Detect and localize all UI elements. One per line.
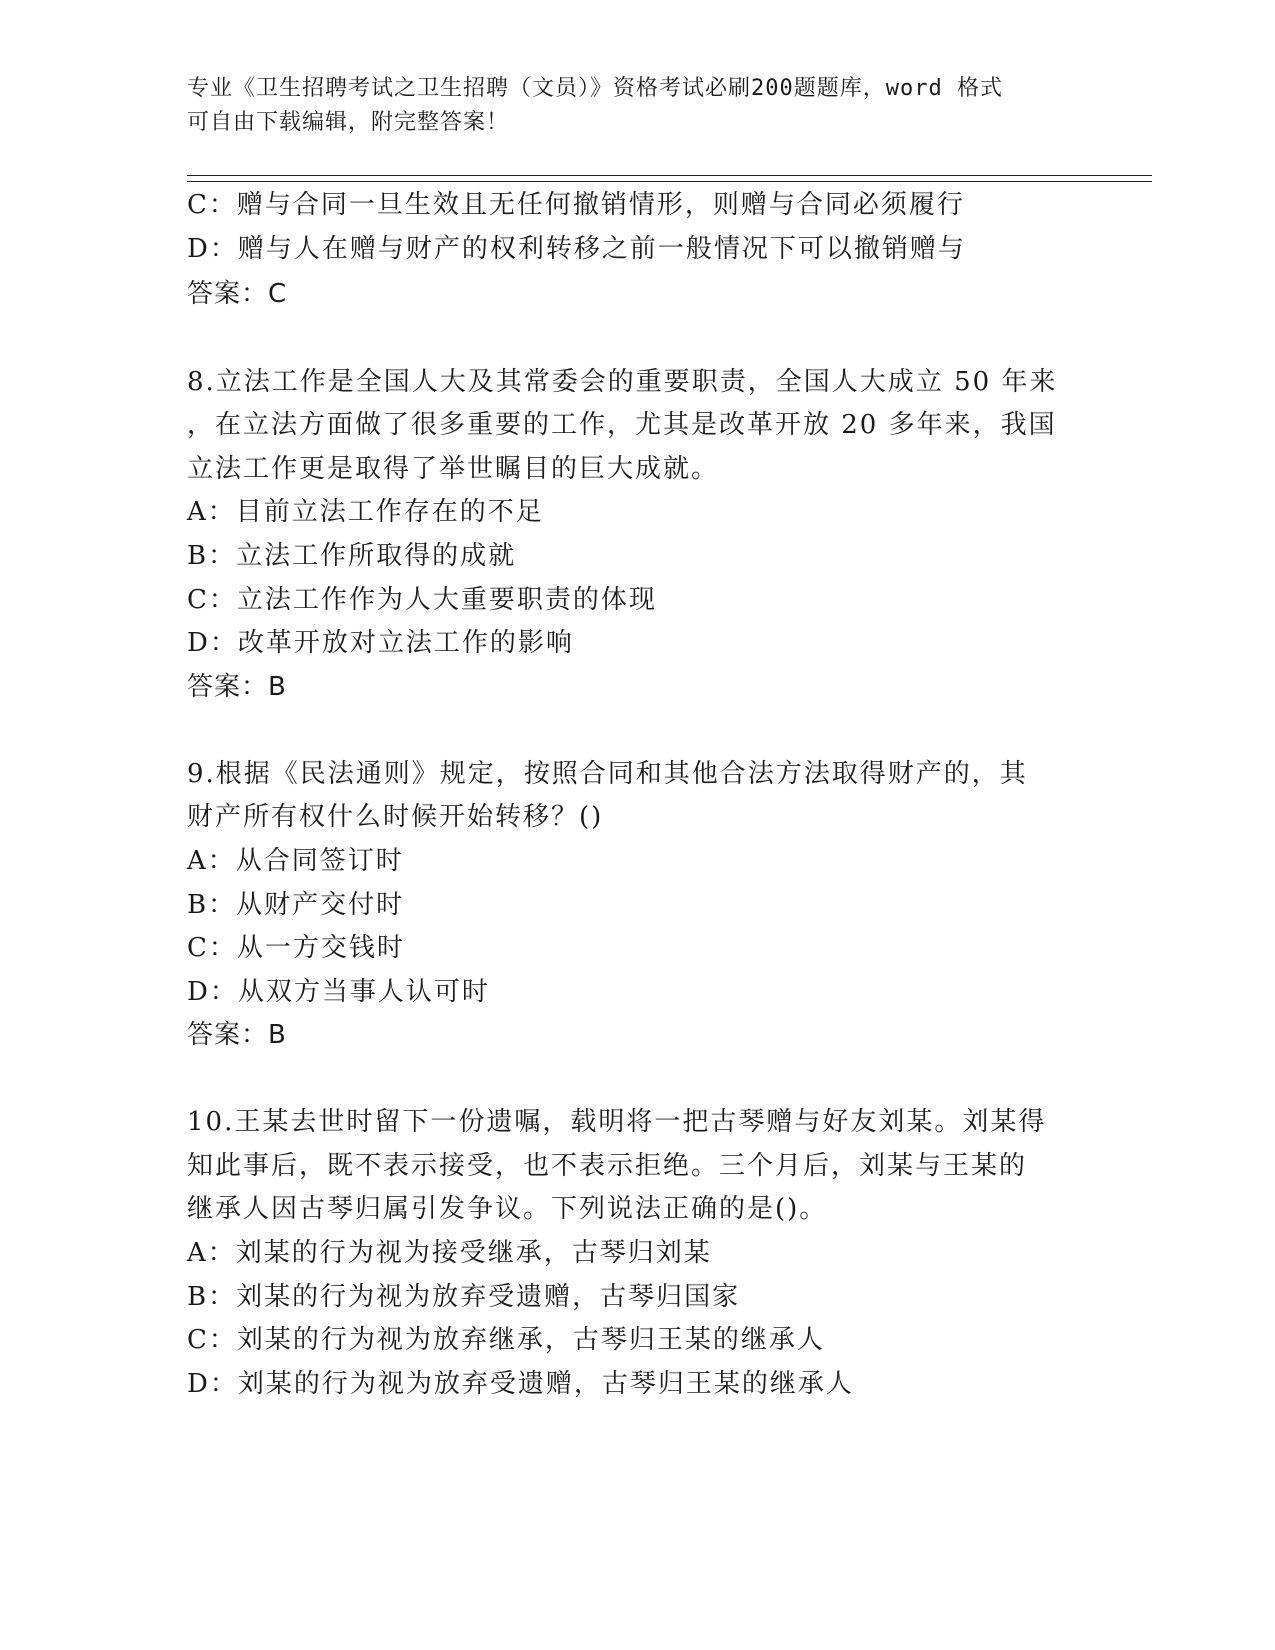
q8-stem-line-1: 8.立法工作是全国人大及其常委会的重要职责，全国人大成立 50 年来 xyxy=(187,367,1058,397)
q10-option-b: B：刘某的行为视为放弃受遗赠，古琴归国家 xyxy=(187,1282,741,1312)
q8-stem-line-3: 立法工作更是取得了举世瞩目的巨大成就。 xyxy=(187,454,720,484)
q9-stem-line-2: 财产所有权什么时候开始转移？() xyxy=(187,802,604,832)
header-title-line-2: 可自由下载编辑，附完整答案！ xyxy=(187,110,510,135)
header-divider-bottom xyxy=(187,181,1152,182)
q8-option-c: C：立法工作作为人大重要职责的体现 xyxy=(187,585,657,615)
q9-stem-line-1: 9.根据《民法通则》规定，按照合同和其他合法方法取得财产的，其 xyxy=(187,759,1028,789)
document-header xyxy=(187,72,1087,140)
q8-option-d: D：改革开放对立法工作的影响 xyxy=(187,628,574,658)
q8-option-b: B：立法工作所取得的成就 xyxy=(187,541,517,571)
q10-stem-line-3: 继承人因古琴归属引发争议。下列说法正确的是()。 xyxy=(187,1194,828,1224)
q10-option-a: A：刘某的行为视为接受继承，古琴归刘某 xyxy=(187,1238,712,1268)
q8-option-a: A：目前立法工作存在的不足 xyxy=(187,497,544,527)
q10-option-c: C：刘某的行为视为放弃继承，古琴归王某的继承人 xyxy=(187,1325,825,1355)
q7-answer: 答案：C xyxy=(187,279,288,309)
header-title-line-1: 专业《卫生招聘考试之卫生招聘（文员）》资格考试必刷200题题库，word 格式 xyxy=(187,76,1003,101)
q10-stem-line-1: 10.王某去世时留下一份遗嘱，载明将一把古琴赠与好友刘某。刘某得 xyxy=(187,1107,1047,1137)
q9-answer: 答案：B xyxy=(187,1020,287,1050)
q8-answer: 答案：B xyxy=(187,672,287,702)
q7-option-d: D：赠与人在赠与财产的权利转移之前一般情况下可以撤销赠与 xyxy=(187,234,966,264)
q9-option-c: C：从一方交钱时 xyxy=(187,933,405,963)
q9-option-a: A：从合同签订时 xyxy=(187,846,404,876)
q10-option-d: D：刘某的行为视为放弃受遗赠，古琴归王某的继承人 xyxy=(187,1369,854,1399)
q8-stem-line-2: ，在立法方面做了很多重要的工作，尤其是改革开放 20 多年来，我国 xyxy=(187,410,1057,440)
q9-option-b: B：从财产交付时 xyxy=(187,890,405,920)
header-divider-top xyxy=(187,175,1152,176)
q9-option-d: D：从双方当事人认可时 xyxy=(187,977,490,1007)
q10-stem-line-2: 知此事后，既不表示接受，也不表示拒绝。三个月后，刘某与王某的 xyxy=(187,1151,1028,1181)
q7-option-c: C：赠与合同一旦生效且无任何撤销情形，则赠与合同必须履行 xyxy=(187,190,965,220)
